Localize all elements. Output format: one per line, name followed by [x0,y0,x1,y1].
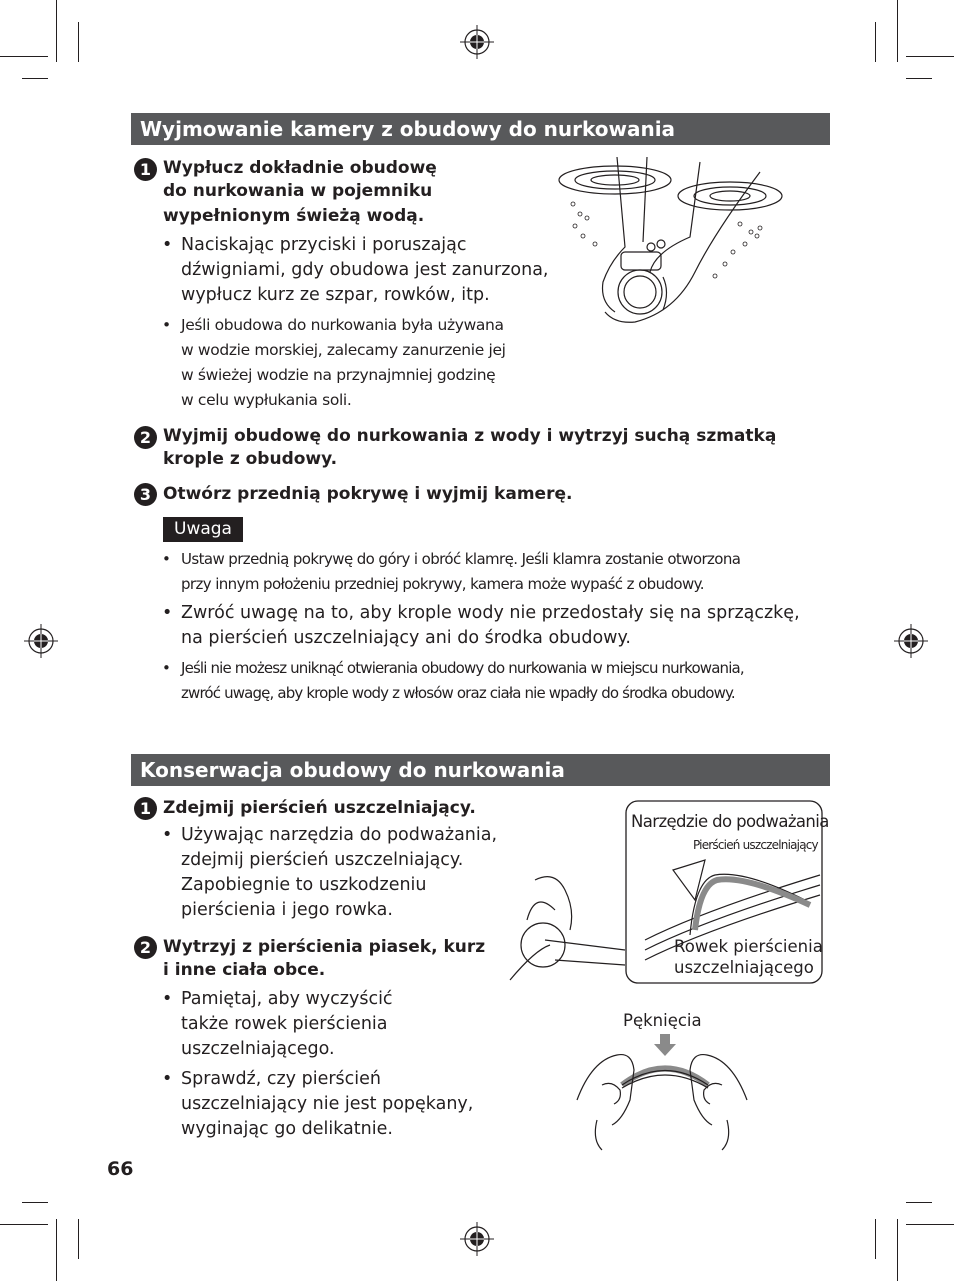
step-heading: Wyjmij obudowę do nurkowania z wody i wytrzyj suchą szmatką krople z obudowy. [163,426,777,469]
tool-label: Narzędzie do podważania [631,812,829,831]
step-number: 1 [134,797,157,820]
step-number: 3 [134,483,157,506]
bullet-item: • Sprawdź, czy pierścień uszczelniający nie jest popękany, wyginając go delikatnie. [163,1067,473,1142]
step-heading: Zdejmij pierścień uszczelniający. [163,798,476,818]
step-heading: Otwórz przednią pokrywę i wyjmij kamerę. [163,484,573,504]
step-number: 2 [134,936,157,959]
registration-mark-icon [460,25,494,59]
note-bullet: • Ustaw przednią pokrywę do góry i obróć klamrę. Jeśli klamra zostanie otworzona przy innym położeniu przedniej pokrywy, kamera może wypaść z obudowy. [163,547,740,597]
cracks-label: Pęknięcia [623,1011,702,1030]
groove-label: Rowek pierścienia uszczelniającego [674,937,823,977]
step-number: 2 [134,426,157,449]
crack-check-illustration [572,1030,752,1152]
crop-mark [875,1219,876,1259]
bullet-item: • Naciskając przyciski i poruszając dźwigniami, gdy obudowa jest zanurzona, wypłucz kurz ze szpar, rowków, itp. [163,233,548,308]
crop-mark [906,1224,954,1225]
crop-mark [22,1202,48,1203]
crop-mark [875,22,876,62]
registration-mark-icon [24,624,58,658]
page-number: 66 [107,1158,134,1180]
crop-mark [56,0,57,62]
crop-mark [56,1219,57,1281]
crop-mark [78,22,79,62]
step-number: 1 [134,158,157,181]
crop-mark [0,56,48,57]
ring-label: Pierścień uszczelniający [693,838,818,852]
crop-mark [897,0,898,62]
crop-mark [897,1219,898,1281]
section-title: Konserwacja obudowy do nurkowania [131,754,830,786]
registration-mark-icon [894,624,928,658]
step-heading: Wytrzyj z pierścienia piasek, kurz i inne ciała obce. [163,937,486,980]
crop-mark [78,1219,79,1259]
rinsing-illustration [555,152,815,330]
section-title: Wyjmowanie kamery z obudowy do nurkowania [131,113,830,145]
crop-mark [906,56,954,57]
bullet-item: • Jeśli obudowa do nurkowania była używana w wodzie morskiej, zalecamy zanurzenie jej w świeżej wodzie na przynajmniej godzinę w celu wypłukania soli. [163,313,506,413]
note-label: Uwaga [163,517,243,542]
bullet-item: • Pamiętaj, aby wyczyścić także rowek pierścienia uszczelniającego. [163,987,393,1062]
note-bullet: • Zwróć uwagę na to, aby krople wody nie przedostały się na sprzączkę, na pierścień uszczelniający ani do środka obudowy. [163,601,800,651]
bullet-item: • Używając narzędzia do podważania, zdejmij pierścień uszczelniający. Zapobiegnie to uszkodzeniu pierścienia i jego rowka. [163,823,497,923]
crop-mark [0,1224,48,1225]
note-bullet: • Jeśli nie możesz uniknąć otwierania obudowy do nurkowania w miejscu nurkowania, zwróć uwagę, aby krople wody z włosów oraz ciała nie wpadły do środka obudowy. [163,656,744,706]
crop-mark [906,78,932,79]
crop-mark [22,78,48,79]
step-heading: Wypłucz dokładnie obudowę do nurkowania w pojemniku wypełnionym świeżą wodą. [163,158,437,226]
crop-mark [906,1202,932,1203]
registration-mark-icon [460,1222,494,1256]
